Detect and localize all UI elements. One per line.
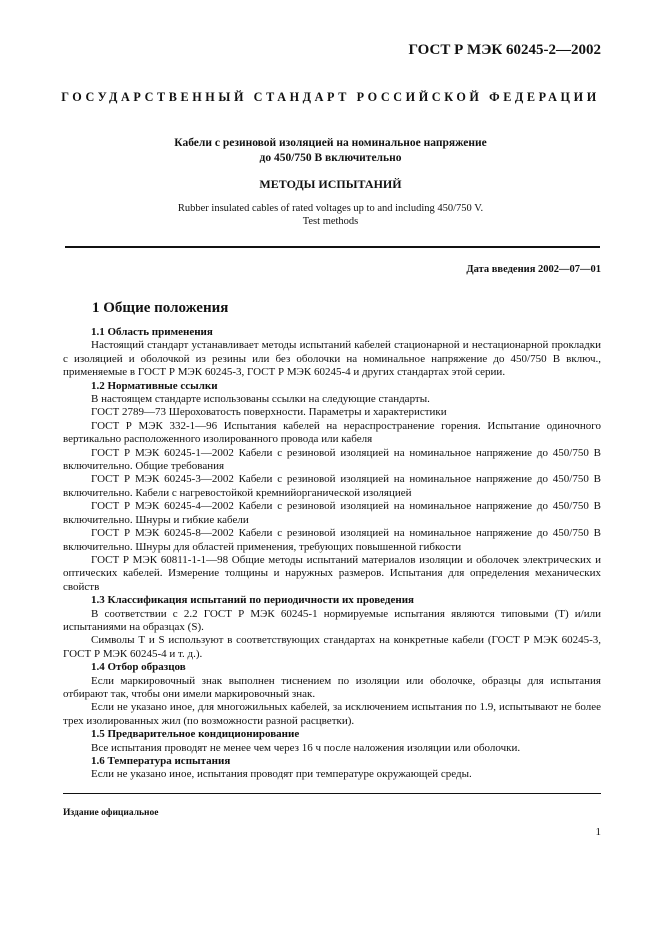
standard-code: ГОСТ Р МЭК 60245-2—2002 [408,42,601,58]
paragraph: В соответствии с 2.2 ГОСТ Р МЭК 60245-1 нормируемые испытания являются типовыми (Т) и/или испытаниями на образцах (S). [63,607,601,633]
paragraph: Символы Т и S используют в соответствующих стандартах на конкретные кабели (ГОСТ Р МЭК 60245-3, ГОСТ Р МЭК 60245-4 и т. д.). [63,634,601,660]
paragraph: Настоящий стандарт устанавливает методы испытаний кабелей стационарной и нестационарной прокладки с изоляцией и оболочкой из резины или без оболочки на номинальное напряжение до 450/750 В включ., применяемые в ГОСТ Р МЭК 60245-3, ГОСТ Р МЭК 60245-4 и других стандартах этой серии. [63,339,601,379]
state-standard-title: ГОСУДАРСТВЕННЫЙ СТАНДАРТ РОССИЙСКОЙ ФЕДЕРАЦИИ [61,90,600,104]
document-title-line2: до 450/750 В включительно [259,152,402,164]
reference-item: ГОСТ 2789—73 Шероховатость поверхности. Параметры и характеристики [91,406,447,419]
subsection-heading: 1.5 Предварительное кондиционирование [91,728,300,741]
section-heading: 1 Общие положения [92,300,229,316]
document-title-line1: Кабели с резиновой изоляцией на номинальное напряжение [174,137,487,149]
document-subtitle: МЕТОДЫ ИСПЫТАНИЙ [259,177,402,191]
paragraph: Если не указано иное, для многожильных кабелей, за исключением испытания по 1.9, испытывают не более трех изолированных жил (по возможности разной расцветки). [63,701,601,727]
reference-item: ГОСТ Р МЭК 60245-3—2002 Кабели с резиновой изоляцией на номинальное напряжение до 450/750 В включительно. Кабели с нагревостойкой кремнийорганической изоляцией [63,473,601,499]
document-title [0,136,661,166]
reference-item: ГОСТ Р МЭК 60245-4—2002 Кабели с резиновой изоляцией на номинальное напряжение до 450/750 В включительно. Шнуры и гибкие кабели [63,500,601,526]
edition-label: Издание официальное [63,808,159,818]
subsection-heading: 1.4 Отбор образцов [91,661,186,674]
subsection-heading: 1.6 Температура испытания [91,755,231,767]
reference-item: ГОСТ Р МЭК 60811-1-1—98 Общие методы испытаний материалов изоляции и оболочек электрических и оптических кабелей. Измерение толщины и наружных размеров. Испытания для определения механических свойств [63,553,601,593]
subsection-heading: 1.1 Область применения [91,326,213,338]
reference-item: ГОСТ Р МЭК 332-1—96 Испытания кабелей на нераспространение горения. Испытание одиночного вертикально расположенного изолированного провода или кабеля [63,419,601,446]
title-divider [65,246,600,248]
subsection-heading: 1.3 Классификация испытаний по периодичности их проведения [91,594,414,607]
page-number: 1 [595,826,601,838]
reference-item: ГОСТ Р МЭК 60245-8—2002 Кабели с резиновой изоляцией на номинальное напряжение до 450/750 В включительно. Шнуры для областей применения, требующих повышенной гибкости [63,527,601,553]
footer-divider [63,793,601,794]
paragraph: Если не указано иное, испытания проводят при температуре окружающей среды. [91,768,472,781]
document-body [63,326,601,782]
english-title-line1: Rubber insulated cables of rated voltages up to and including 450/750 V. [177,203,484,214]
reference-item: ГОСТ Р МЭК 60245-1—2002 Кабели с резиновой изоляцией на номинальное напряжение до 450/750 В включительно. Общие требования [63,446,601,473]
paragraph: Если маркировочный знак выполнен тиснением по изоляции или оболочке, образцы для испытания отбирают так, чтобы они имели маркировочный знак. [63,674,601,700]
english-title-line2: Test methods [302,216,359,227]
english-title [0,202,661,228]
paragraph: В настоящем стандарте использованы ссылки на следующие стандарты. [91,393,430,406]
introduction-date: Дата введения 2002—07—01 [466,264,601,275]
subsection-heading: 1.2 Нормативные ссылки [91,379,218,392]
paragraph: Все испытания проводят не менее чем через 16 ч после наложения изоляции или оболочки. [91,741,521,754]
